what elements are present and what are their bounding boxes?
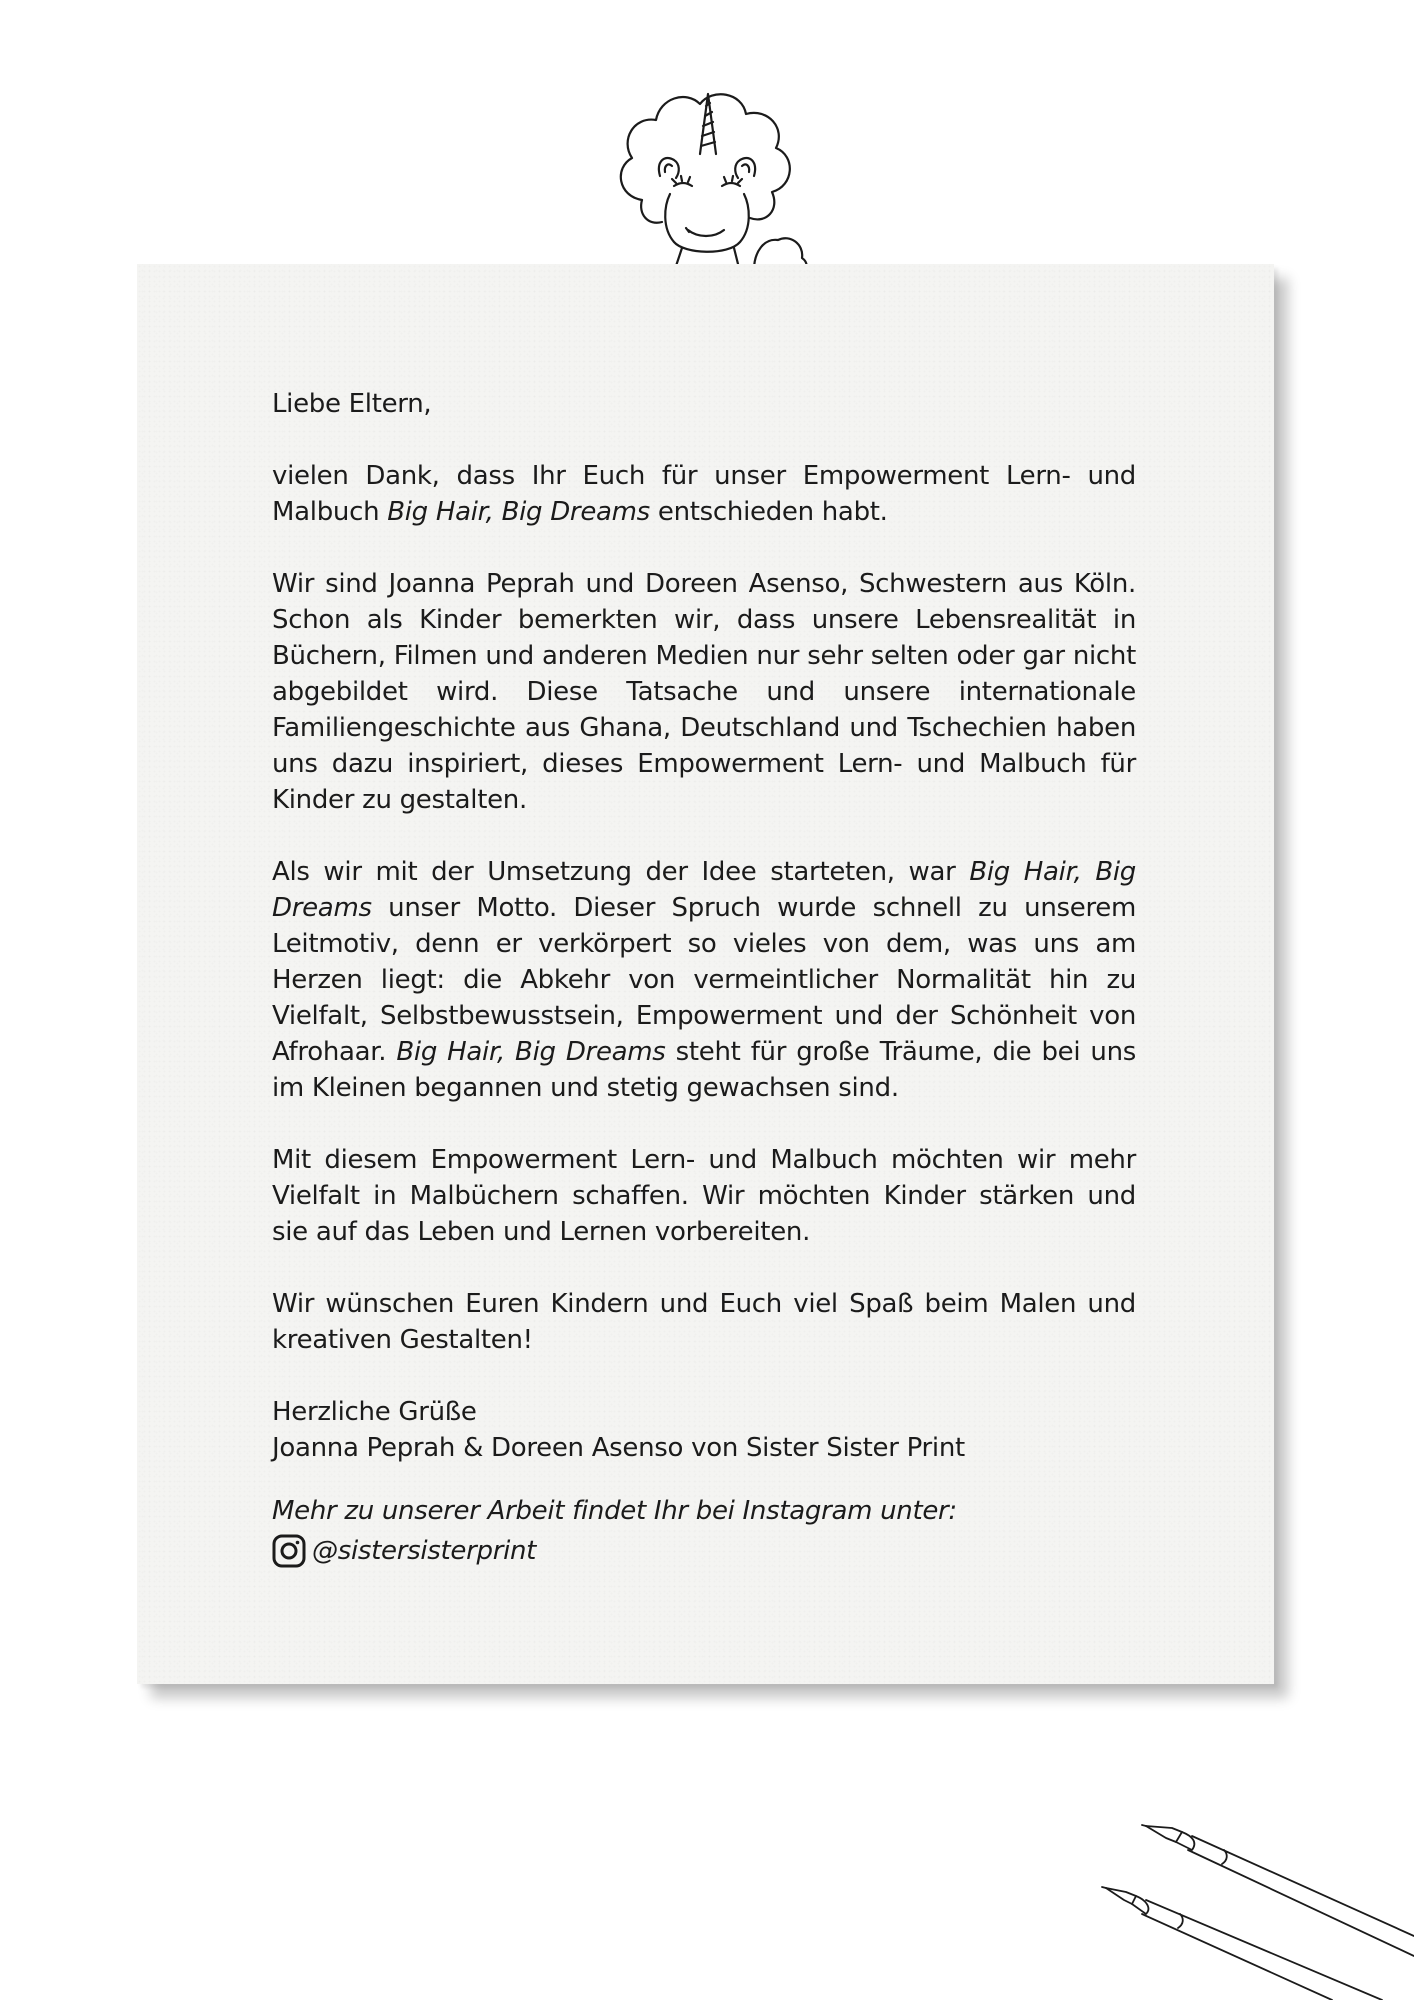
letter-body <box>272 386 1136 1466</box>
book-title: Big Hair, Big Dreams <box>272 857 1136 923</box>
greeting: Liebe Eltern, <box>272 389 432 419</box>
book-title: Big Hair, Big Dreams <box>396 1037 666 1067</box>
instagram-handle[interactable]: @sistersisterprint <box>312 1536 537 1566</box>
paragraph-thanks <box>272 458 1136 530</box>
paragraph-wishes: Wir wünschen Euren Kindern und Euch viel Spaß beim Malen und kreativen Gestalten! <box>272 1289 1136 1355</box>
paragraph-thanks-text: vielen Dank, dass Ihr Euch für unser Empowerment Lern- und Malbuch <box>272 461 1136 527</box>
instagram-icon <box>272 1534 306 1568</box>
paragraph-motto-middle: unser Motto. Dieser Spruch wurde schnell zu unserem Leitmotiv, denn er verkörpert so vieles von dem, was uns am Herzen liegt: die Abkehr von vermeintlicher Normalität hin zu Vielfalt, Selbstbewusstsein, Empowerment und der Schönheit von Afrohaar. <box>272 893 1136 1067</box>
paragraph-motto-end: steht für große Träume, die bei uns im Kleinen begannen und stetig gewachsen sind. <box>272 1037 1136 1103</box>
paragraph-goal: Mit diesem Empowerment Lern- und Malbuch möchten wir mehr Vielfalt in Malbüchern schaffen. Wir möchten Kinder stärken und sie auf das Leben und Lernen vorbereiten. <box>272 1145 1136 1247</box>
paragraph-thanks-end: entschieden habt. <box>649 497 888 527</box>
paragraph-about-us: Wir sind Joanna Peprah und Doreen Asenso, Schwestern aus Köln. Schon als Kinder bemerkten wir, dass unsere Lebensrealität in Büchern, Filmen und anderen Medien nur sehr selten oder gar nicht abgebildet wird. Diese Tatsache und unsere internationale Familiengeschichte aus Ghana, Deutschland und Tschechien haben uns dazu inspiriert, dieses Empowerment Lern- und Malbuch für Kinder zu gestalten. <box>272 569 1136 815</box>
signature: Joanna Peprah & Doreen Asenso von Sister Sister Print <box>272 1433 965 1463</box>
paragraph-motto <box>272 854 1136 1106</box>
closing-greeting: Herzliche Grüße <box>272 1397 477 1427</box>
instagram-note <box>272 1491 1136 1571</box>
instagram-handle-row[interactable] <box>272 1531 1136 1571</box>
book-title: Big Hair, Big Dreams <box>387 497 650 527</box>
closing-block <box>272 1394 1136 1466</box>
instagram-note-text: Mehr zu unserer Arbeit findet Ihr bei Instagram unter: <box>272 1496 957 1526</box>
unicorn-illustration <box>604 82 814 272</box>
pens-illustration <box>1096 1808 1414 2000</box>
paragraph-motto-start: Als wir mit der Umsetzung der Idee starteten, war <box>272 857 970 887</box>
